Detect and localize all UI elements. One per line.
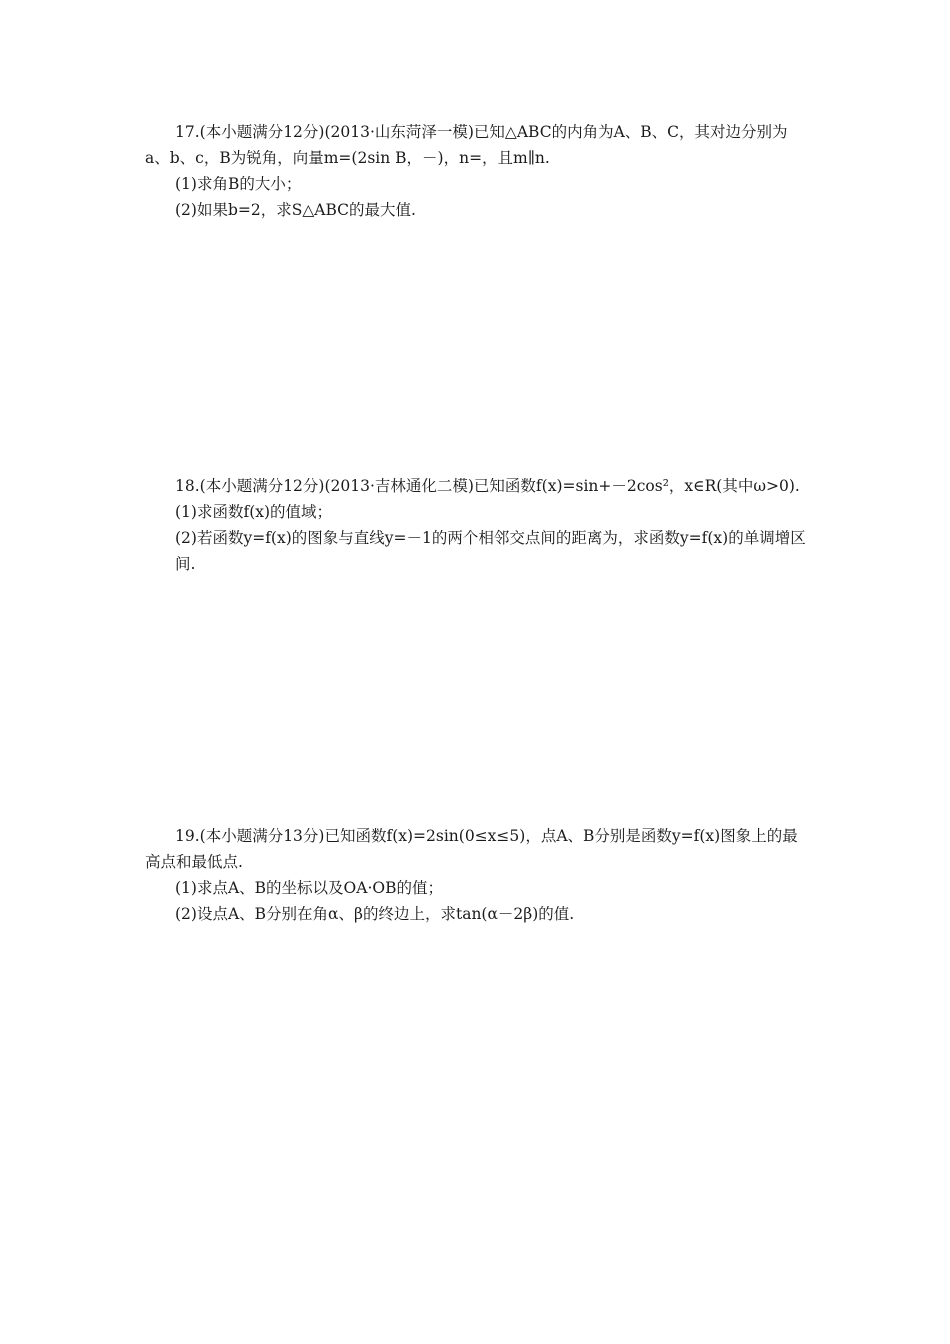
problem-part: (2)若函数y=f(x)的图象与直线y=－1的两个相邻交点间的距离为，求函数y=f(x)的单调增区间.	[175, 529, 806, 573]
problem-19	[145, 823, 810, 927]
problem-17	[145, 119, 810, 223]
problem-part: (1)求函数f(x)的值域；	[175, 503, 333, 521]
problem-part: (2)设点A、B分别在角α、β的终边上，求tan(α－2β)的值.	[175, 905, 575, 923]
problem-part: (1)求角B的大小；	[175, 175, 302, 193]
problem-part: (2)如果b=2，求S△ABC的最大值.	[175, 201, 416, 219]
problem-statement: 18.(本小题满分12分)(2013·吉林通化二模)已知函数f(x)=sin+－2cos²，x∈R(其中ω>0).	[175, 477, 800, 495]
problem-statement: 17.(本小题满分12分)(2013·山东菏泽一模)已知△ABC的内角为A、B、C，其对边分别为a、b、c，B为锐角，向量m=(2sin B，－)，n=，且m∥n.	[145, 123, 788, 167]
problem-statement: 19.(本小题满分13分)已知函数f(x)=2sin(0≤x≤5)，点A、B分别是函数y=f(x)图象上的最高点和最低点.	[145, 827, 798, 871]
problem-18	[145, 473, 810, 577]
problem-part: (1)求点A、B的坐标以及OA·OB的值；	[175, 879, 443, 897]
